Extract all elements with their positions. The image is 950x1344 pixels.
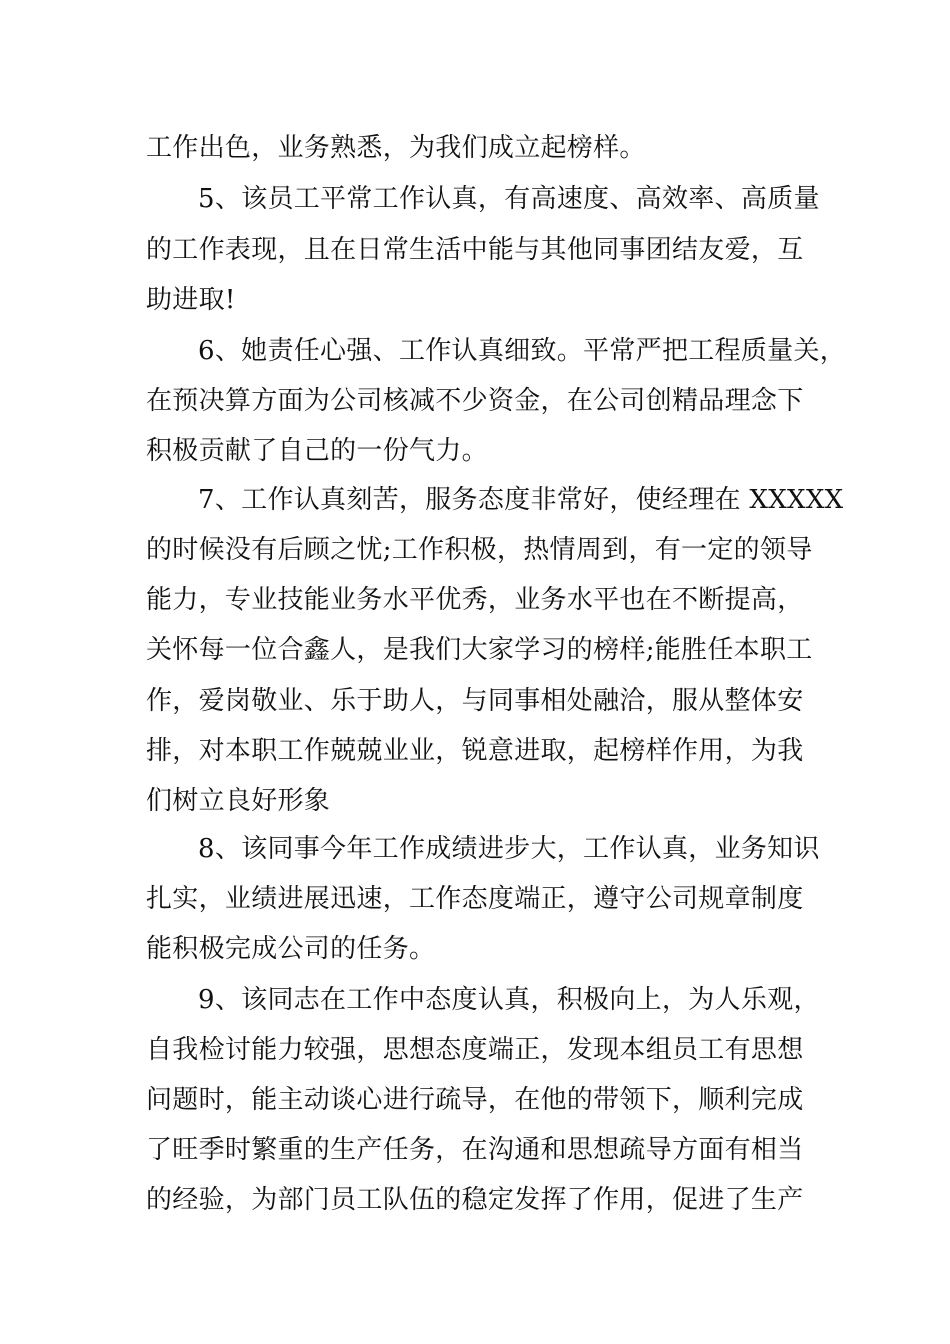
paragraph-8-line-3: 能积极完成公司的任务。 [146, 934, 436, 964]
paragraph-7-line-3: 能力，专业技能业务水平优秀，业务水平也在不断提高， [146, 585, 804, 615]
paragraph-5-line-2: 的工作表现，且在日常生活中能与其他同事团结友爱，互 [146, 235, 804, 265]
text-line: 工作出色，业务熟悉，为我们成立起榜样。 [146, 133, 646, 163]
paragraph-9-line-1: 9、该同志在工作中态度认真，积极向上，为人乐观， [198, 985, 820, 1015]
paragraph-6-line-2: 在预决算方面为公司核减不少资金，在公司创精品理念下 [146, 386, 804, 416]
paragraph-7-line-5: 作，爱岗敬业、乐于助人，与同事相处融洽，服从整体安 [146, 686, 804, 716]
paragraph-6-line-3: 积极贡献了自己的一份气力。 [146, 436, 488, 466]
paragraph-9-line-2: 自我检讨能力较强，思想态度端正，发现本组员工有思想 [146, 1035, 804, 1065]
paragraph-5-line-3: 助进取! [146, 285, 236, 315]
paragraph-7-line-1: 7、工作认真刻苦，服务态度非常好，使经理在 XXXXX [198, 485, 844, 515]
paragraph-5-line-1: 5、该员工平常工作认真，有高速度、高效率、高质量 [198, 184, 820, 214]
paragraph-9-line-5: 的经验，为部门员工队伍的稳定发挥了作用，促进了生产 [146, 1185, 804, 1215]
paragraph-9-line-4: 了旺季时繁重的生产任务，在沟通和思想疏导方面有相当 [146, 1135, 804, 1165]
paragraph-8-line-2: 扎实，业绩进展迅速，工作态度端正，遵守公司规章制度 [146, 884, 804, 914]
paragraph-7-line-6: 排，对本职工作兢兢业业，锐意进取，起榜样作用，为我 [146, 736, 804, 766]
paragraph-7-line-4: 关怀每一位合鑫人，是我们大家学习的榜样;能胜任本职工 [146, 635, 813, 665]
paragraph-8-line-1: 8、该同事今年工作成绩进步大，工作认真，业务知识 [198, 834, 820, 864]
paragraph-7-line-7: 们树立良好形象 [146, 786, 331, 816]
paragraph-6-line-1: 6、她责任心强、工作认真细致。平常严把工程质量关， [198, 336, 847, 366]
paragraph-9-line-3: 问题时，能主动谈心进行疏导，在他的带领下，顺利完成 [146, 1085, 804, 1115]
paragraph-7-line-2: 的时候没有后顾之忧;工作积极，热情周到，有一定的领导 [146, 535, 813, 565]
